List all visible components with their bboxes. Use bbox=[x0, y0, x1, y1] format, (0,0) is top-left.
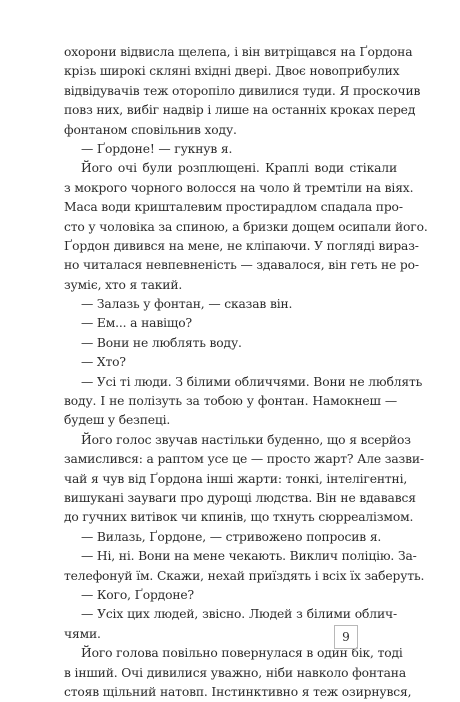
text-line: в інший. Очі дивилися уважно, ніби навколо фонтана bbox=[64, 665, 407, 680]
text-line: повз них, вибіг надвір і лише на останніх кроках перед bbox=[64, 103, 416, 118]
text-line: — Ем... а навіщо? bbox=[81, 316, 192, 331]
text-line: охорони відвисла щелепа, і він витріщався на Ґордона bbox=[64, 45, 413, 59]
text-line: но читалася невпевненість — здавалося, він геть не ро- bbox=[64, 258, 419, 273]
text-line: Його голос звучав настільки буденно, що я всерйоз bbox=[81, 432, 411, 447]
body-text bbox=[64, 43, 428, 702]
text-line: — Усіх цих людей, звісно. Людей з білими облич- bbox=[81, 607, 397, 622]
text-line: з мокрого чорного волосся на чоло й тремтіли на віях. bbox=[64, 180, 414, 195]
text-line: стояв щільний натовп. Інстинктивно я теж озирнувся, bbox=[64, 684, 412, 699]
text-line: вишукані зауваги про дурощі людства. Він не вдавався bbox=[64, 490, 416, 505]
text-line: — Залазь у фонтан, — сказав він. bbox=[81, 297, 293, 312]
text-line: — Ґордоне! — гукнув я. bbox=[81, 141, 233, 156]
text-line: фонтаном сповільнив ходу. bbox=[64, 122, 237, 137]
text-line: відвідувачів теж оторопіло дивилися туди. Я проскочив bbox=[64, 83, 421, 98]
text-line: замислився: а раптом усе це — просто жарт? Але зазви- bbox=[64, 452, 424, 467]
text-line: будеш у безпеці. bbox=[64, 413, 171, 428]
text-line: — Вони не люблять воду. bbox=[81, 335, 242, 350]
text-line: — Кого, Ґордоне? bbox=[81, 587, 194, 602]
text-line: Його голова повільно повернулася в один бік, тоді bbox=[81, 646, 403, 661]
text-line: телефонуй їм. Скажи, нехай приїздять і всіх їх заберуть. bbox=[64, 568, 425, 583]
text-line: крізь широкі скляні вхідні двері. Двоє новоприбулих bbox=[64, 64, 400, 79]
text-line: Його очі були розплющені. Краплі води стікали bbox=[81, 161, 397, 176]
page-number: 9 bbox=[334, 625, 358, 649]
text-line: чай я чув від Ґордона інші жарти: тонкі, інтелігентні, bbox=[64, 471, 408, 486]
text-line: Ґордон дивився на мене, не кліпаючи. У погляді вираз- bbox=[64, 238, 419, 253]
text-line: — Ні, ні. Вони на мене чекають. Виклич поліцію. За- bbox=[81, 549, 417, 564]
text-line: сто у чоловіка за спиною, а бризки дощем осипали його. bbox=[64, 219, 428, 234]
text-line: Маса води кришталевим простирадлом спадала про- bbox=[64, 200, 403, 215]
text-line: до гучних витівок чи кпинів, що тхнуть сюрреалізмом. bbox=[64, 510, 414, 525]
text-line: чями. bbox=[64, 626, 101, 641]
text-line: воду. І не полізуть за тобою у фонтан. Намокнеш — bbox=[64, 394, 397, 409]
text-line: — Хто? bbox=[81, 355, 126, 370]
text-line: — Вилазь, Ґордоне, — стривожено попросив я. bbox=[81, 529, 382, 544]
text-line: зуміє, хто я такий. bbox=[64, 277, 183, 292]
text-line: — Усі ті люди. З білими обличчями. Вони не люблять bbox=[81, 374, 423, 389]
